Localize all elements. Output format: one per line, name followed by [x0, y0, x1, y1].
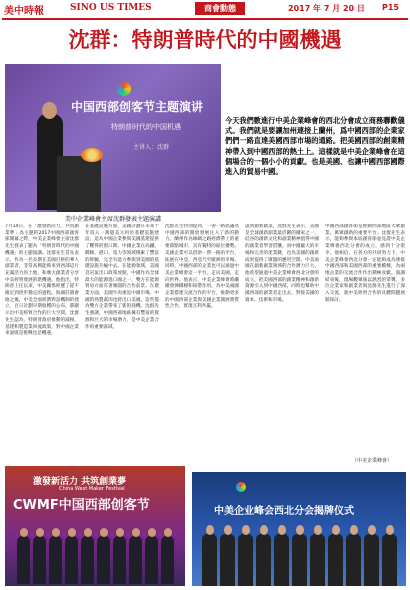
person-figure: [81, 536, 94, 584]
podium-flowers: [81, 148, 103, 162]
masthead: [0, 0, 410, 18]
person-figure: [238, 534, 253, 586]
banner-english: China West Maker Festival: [59, 486, 125, 492]
person-figure: [97, 536, 110, 584]
article-column-4: 談到創新創業，沈群先生表示，美國是全球創新創業最活躍的國家之一，硅谷的創新文化和創業精神值得中國的創業者學習借鑒。而中國龐大的市場和完善的產業鏈，也為美國的創新成果提供了廣闊的應用空間。中美兩國在創新創業領域的合作潛力巨大。他希望通過中美企業峰會西北分會的成立，把美國西部的創業精神和創新資源引入到中國西部，同時也幫助中國西部的創業者走出去，對接美國的資本、技術和市場。: [245, 224, 319, 303]
article-column-1: 7月14日，在「激發新活力，共筑創業夢」為主題的2017中國西部創客節開幕之際，中美企業峰會主席沈群先生發表了題為「特朗普時代的中國機遇」的主題演講。沈群先生首先表示，作為一名長期在美國打拼的華人創業者，非常高興能夠來到西部這片充滿活力的土地，和廣大創業者分享中美經貿發展的新機遇。他指出，特朗普上任以來，中美關係經歷了從不確定到逐步穩定的過程。海湖莊園會晤之後，中美全面經濟對話機制的建立，百日計劃早期收穫的公布，都顯示出中美經貿合作的巨大空間。沈群先生認為，特朗普政府推動的減稅、基建和製造業回流政策，對中國企業來說既是挑戰也是機遇。: [5, 224, 79, 337]
screen-subtitle: 特朗普时代的中国机遇: [111, 123, 181, 131]
person-figure: [382, 534, 397, 586]
person-figure: [49, 536, 62, 584]
summit-logo-icon: [236, 482, 246, 492]
person-figure: [256, 534, 271, 586]
keynote-photo: [5, 64, 221, 212]
article-source: （中美企業峰會）: [352, 458, 393, 464]
pull-quote: 今天我們數進行中美企業峰會的西北分會成立商務聯歡儀式。我們就是要讓加州連接上蘭州，爲中國西部的企業家們們一路直達美國西部市場的通路。把美國西部的創業精神帶入到中國西部的熱土上。這樣就是中美企業峰會在這個場合的一個小小的貢獻。也是美國、也讓中國西部國際進入的貿易中國。: [225, 116, 405, 177]
person-figure: [113, 536, 126, 584]
person-figure: [346, 534, 361, 586]
speaker-head: [42, 102, 57, 119]
person-figure: [364, 534, 379, 586]
section-label: 商會動態: [195, 2, 245, 15]
photo-caption: 美中企業峰會主席沈群發表主題演講: [64, 216, 161, 223]
summit-unveiling-photo: [192, 472, 406, 586]
group-of-people: [198, 520, 400, 586]
person-figure: [274, 534, 289, 586]
person-figure: [202, 534, 217, 586]
article-headline: 沈群：特朗普時代的中國機遇: [68, 28, 342, 52]
group-of-people: [15, 526, 180, 584]
screen-title: 中国西部创客节主题演讲: [71, 100, 204, 114]
ceremony-banner: 中美企业峰会西北分会揭牌仪式: [214, 506, 354, 517]
newspaper-logo-english: SINO US TIMES: [70, 3, 152, 13]
article-column-2: 在基礎設施方面，美國計劃在未來十年投入一萬億美元用於基礎設施建設，這為中國企業參與美國基建提供了難得的窗口期。中國企業在高鐵、橋樑、港口、電力等領域積累了豐富的經驗，完全有能力參與到美國的基礎設施升級中去。在能源領域，美國頁岩氣出口政策放開，中國作為全球最大的能源進口國之一，雙方在能源貿易方面有著廣闊的合作前景。在農業方面，美國牛肉重返中國市場，中國的熟製禽肉也將出口美國，這些都為雙方企業帶來了新的商機。沈群先生強調，中國西部地區擁有豐富的資源和巨大的市場潛力，是中美企業合作的重要區域。: [85, 224, 159, 330]
person-figure: [310, 534, 325, 586]
person-figure: [17, 536, 30, 584]
article-column-3: 沈群先生特別提到，一帶一路倡議為中國西部的開放發展注入了新的動力。蘭州作為絲綢之路經濟帶上的重要節點城市，具有獨特的區位優勢。美國企業可以借助一帶一路的平台，拓展在中亞、西亞乃至歐洲的市場。同時，中國西部的企業也可以通過中美企業峰會這一平台，走向美國，走向世界。他表示，中美企業峰會將繼續發揮橋樑和紐帶作用，為中美兩國企業搭建交流合作的平台，推動更多的中國西部企業與美國企業開展實質性合作，實現互利共贏。: [165, 224, 239, 310]
person-figure: [292, 534, 307, 586]
podium: [57, 156, 101, 212]
banner-title: CWMF中国西部创客节: [13, 498, 150, 513]
person-figure: [129, 536, 142, 584]
article-column-5: 中國西部創客節是推動西部地區大眾創業、萬眾創新的重要平台。沈群先生表示，能夠參與本屆創客節並見證中美企業峰會西北分會的成立，感到十分榮幸。他相信，在各方的共同努力下，中美企業峰會西北分會一定能夠成為連接中國西部和美國西部的重要橋樑，為兩地企業的交流合作作出積極貢獻。演講結束後，現場觀眾報以熱烈的掌聲，多位企業家和創業者與沈群先生進行了深入交流，就中美經貿合作的具體問題展開探討。: [325, 224, 405, 303]
screen-speaker: 主讲人：沈群: [133, 144, 170, 151]
page-number: P15: [382, 3, 399, 12]
person-figure: [161, 536, 174, 584]
newspaper-logo: 美中時報: [4, 6, 44, 17]
person-figure: [33, 536, 46, 584]
maker-festival-photo: [5, 466, 185, 586]
person-figure: [65, 536, 78, 584]
person-figure: [145, 536, 158, 584]
issue-date: 2017 年 7 月 20 日: [288, 4, 365, 13]
person-figure: [220, 534, 235, 586]
masthead-divider: [2, 18, 408, 20]
person-figure: [328, 534, 343, 586]
banner-slogan: 激發新活力 共筑創業夢: [33, 477, 127, 487]
festival-logo-icon: [117, 82, 131, 96]
